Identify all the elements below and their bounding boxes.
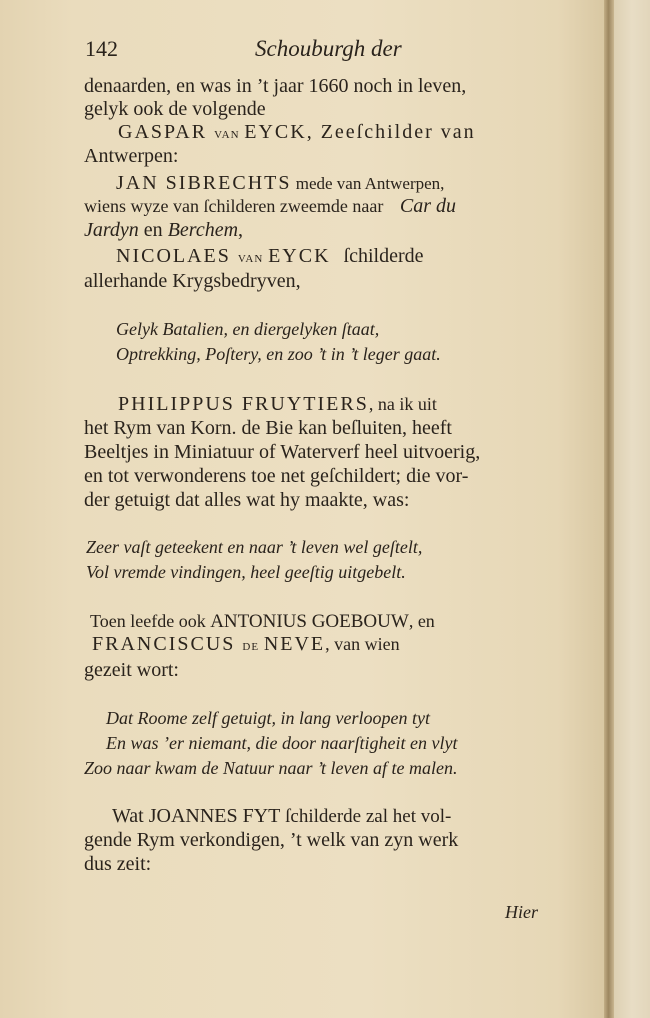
text-line: Beeltjes in Miniatuur of Waterverf heel uitvoerig, [84,441,481,463]
verse-line: Gelyk Batalien, en diergelyken ſtaat, [116,319,380,339]
entry-gaspar-van-eyck: GASPAR van EYCK, Zeeſchilder van [118,121,476,143]
text-line: denaarden, en was in ’t jaar 1660 noch in leven, [84,75,467,97]
text-line: der getuigt dat alles wat hy maakte, was: [84,489,410,511]
entry-franciscus-de-neve: FRANCISCUS de NEVE, van wien [92,633,400,655]
text-line: wiens wyze van ſchilderen zweemde naar Car du [84,195,456,217]
running-title: Schouburgh der [255,36,402,61]
book-gutter [604,0,614,1018]
verse-line: Zoo naar kwam de Natuur naar ’t leven af te malen. [84,758,458,778]
text-line: en tot verwonderens toe net geſchildert; die vor- [84,465,469,487]
entry-philippus-fruytiers: PHILIPPUS FRUYTIERS, na ik uit [118,393,437,415]
facing-page-edge [614,0,650,1018]
verse-line: Vol vremde vindingen, heel geeſtig uitgebelt. [86,562,406,582]
page-number: 142 [85,36,118,61]
entry-joannes-fyt: Wat JOANNES FYT ſchilderde zal het vol- [112,805,452,827]
text-line: gende Rym verkondigen, ’t welk van zyn werk [84,829,459,851]
verse-line: Dat Roome zelf getuigt, in lang verloopen tyt [106,708,430,728]
verse-line: En was ’er niemant, die door naarſtigheit en vlyt [106,733,458,753]
verse-line: Optrekking, Poſtery, en zoo ’t in ’t leger gaat. [116,344,441,364]
verse-line: Zeer vaſt geteekent en naar ’t leven wel geſtelt, [86,537,423,557]
text-line: gelyk ook de volgende [84,98,266,120]
catchword: Hier [505,902,538,922]
entry-antonius-goebouw: Toen leefde ook ANTONIUS GOEBOUW, en [90,611,435,632]
text-line: gezeit wort: [84,659,179,681]
text-line: dus zeit: [84,853,152,875]
text-line: het Rym van Korn. de Bie kan beſluiten, heeft [84,417,452,439]
text-line: Jardyn en Berchem, [84,219,244,241]
text-line: allerhande Krygsbedryven, [84,270,301,292]
entry-nicolaes-van-eyck: NICOLAES van EYCK ſchilderde [116,245,424,267]
text-line: Antwerpen: [84,145,179,167]
page-header [85,36,565,66]
entry-jan-sibrechts: JAN SIBRECHTS mede van Antwerpen, [116,172,445,194]
